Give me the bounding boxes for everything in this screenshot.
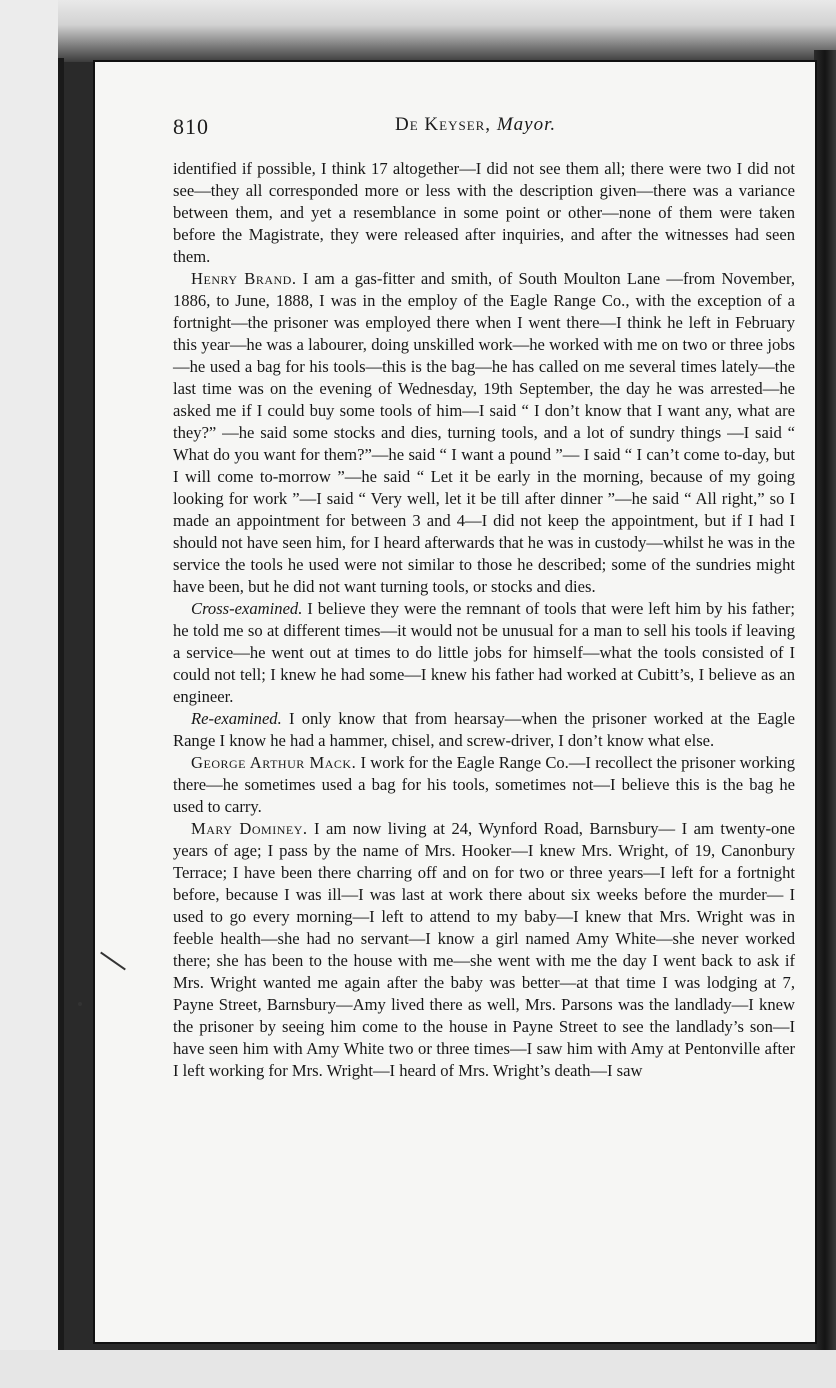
testimony-george-arthur-mack <box>173 752 795 818</box>
scan-top-margin <box>0 0 836 62</box>
paragraph-text: I am a gas-fitter and smith, of South Moulton Lane —from November, 1886, to June, 1888, I was in the employ of the Eagle Range Co., with the exception of a fortnight—the prisoner was employed there when I went there—I think he left in February this year—he was a labourer, doing unskilled work—he worked with me on two or three jobs—he used a bag for his tools—this is the bag—he has called on me several times lately—the last time was on the evening of Wednesday, 19th September, the day he was arrested—he asked me if I could buy some tools of him—I said “ I don’t know that I want any, what are they?” —he said some stocks and dies, turning tools, and a lot of sundry things —I said “ What do you want for them?”—he said “ I want a pound ”— I said “ I can’t come to-day, but I will come to-morrow ”—he said “ Let it be early in the morning, because of my going looking for work ”—I said “ Very well, let it be till after dinner ”—he said “ All right,” so I made an appointment for between 3 and 4—I did not keep the appointment, but if I had I should not have seen him, for I heard afterwards that he was in custody—whilst he was in the service the tools he used were not similar to those he described; some of the sundries might have been, but he did not want turning tools, or stocks and dies. <box>173 269 796 596</box>
re-examination <box>173 708 795 752</box>
margin-dot-mark <box>78 1002 82 1006</box>
running-head-name: De Keyser, <box>395 114 492 135</box>
cross-examination <box>173 598 795 708</box>
book-right-edge <box>814 50 836 1350</box>
witness-name: Mary Dominey. <box>191 819 308 838</box>
scan-bottom-margin <box>0 1350 836 1388</box>
margin-pencil-mark <box>100 952 126 971</box>
paragraph-text: I work for the Eagle Range Co.—I recollect the prisoner working there—he sometimes used a bag for his tools, sometimes not—I believe this is the bag he used to carry. <box>173 753 795 816</box>
witness-name: George Arthur Mack. <box>191 753 357 772</box>
exam-label: Cross-examined. <box>191 599 303 618</box>
page-body <box>173 158 795 1082</box>
testimony-mary-dominey <box>173 818 795 1082</box>
testimony-henry-brand <box>173 268 795 598</box>
paragraph-continuation <box>173 158 795 268</box>
running-head <box>395 114 556 136</box>
running-head-title: Mayor. <box>496 114 557 135</box>
paragraph-text: identified if possible, I think 17 altogether—I did not see them all; there were two I did not see—they all corresponded more or less with the description given—there was a variance between them, and yet a resemblance in some point or other—none of them were taken before the Magistrate, they were released after inquiries, and after the witnesses had seen them. <box>173 159 795 266</box>
book-page <box>95 62 815 1342</box>
paragraph-text: I am now living at 24, Wynford Road, Barnsbury— I am twenty-one years of age; I pass by the name of Mrs. Hooker—I knew Mrs. Wright, of 19, Canonbury Terrace; I have been there charring off and on for two or three years—I left for a fortnight before, because I was ill—I was last at work there about six weeks before the murder— I used to go every morning—I left to attend to my baby—I knew that Mrs. Wright was in feeble health—she had no servant—I know a girl named Amy White—she never worked there; she has been to the house with me—she went with me the day I went back to ask if Mrs. Wright wanted me again after the baby was better—at that time I was lodging at 7, Payne Street, Barnsbury—Amy lived there as well, Mrs. Parsons was the landlady—I knew the prisoner by seeing him come to the house in Payne Street to see the landlady’s son—I have seen him with Amy White two or three times—I saw him with Amy at Pentonville after I left working for Mrs. Wright—I heard of Mrs. Wright’s death—I saw <box>173 819 795 1080</box>
page-number: 810 <box>173 114 209 139</box>
page-header <box>95 114 815 144</box>
scan-left-margin <box>0 0 58 1388</box>
paragraph-text: I believe they were the remnant of tools that were left him by his father; he told me so at different times—it would not be unusual for a man to sell his tools if leaving a service—he went out at times to do little jobs for himself—what the tools consisted of I could not tell; I knew he had some—I knew his father had worked at Cubitt’s, I believe as an engineer. <box>173 599 795 706</box>
witness-name: Henry Brand. <box>191 269 297 288</box>
paragraph-text: I only know that from hearsay—when the prisoner worked at the Eagle Range I know he had a hammer, chisel, and screw-driver, I don’t know what else. <box>173 709 795 750</box>
book-spine-edge <box>58 58 64 1358</box>
exam-label: Re-examined. <box>191 709 282 728</box>
